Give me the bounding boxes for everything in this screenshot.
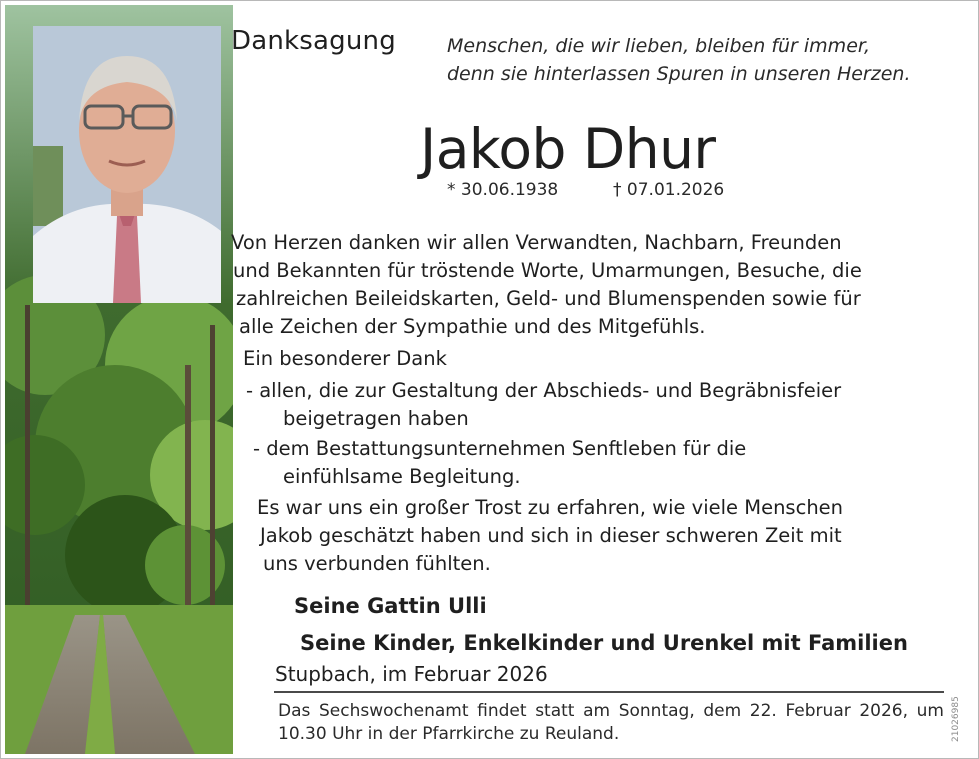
motto-line: Menschen, die wir lieben, bleiben für immer, (447, 35, 870, 57)
place-date: Stupbach, im Februar 2026 (275, 662, 548, 686)
mass-notice: Das Sechswochenamt findet statt am Sonntag, dem 22. Februar 2026, um 10.30 Uhr in der Pfarrkirche zu Reuland. (278, 701, 944, 744)
body-line: und Bekannten für tröstende Worte, Umarmungen, Besuche, die (233, 259, 862, 282)
body-line: - dem Bestattungsunternehmen Senftleben für die (253, 437, 747, 460)
portrait-photo (33, 26, 221, 303)
death-date: † 07.01.2026 (613, 180, 725, 200)
body-line: - allen, die zur Gestaltung der Abschieds- und Begräbnisfeier (246, 379, 842, 402)
body-line: Ein besonderer Dank (243, 347, 447, 370)
body-line: beigetragen haben (283, 407, 469, 430)
body-line: Von Herzen danken wir allen Verwandten, Nachbarn, Freunden (231, 231, 842, 254)
heading-danksagung: Danksagung (231, 26, 396, 56)
deceased-name: Jakob Dhur (420, 117, 716, 181)
divider (274, 691, 944, 693)
motto (447, 32, 947, 88)
body-line: Jakob geschätzt haben und sich in dieser schweren Zeit mit (260, 524, 842, 547)
body-line: zahlreichen Beileidskarten, Geld- und Blumenspenden sowie für (236, 287, 861, 310)
body-line: alle Zeichen der Sympathie und des Mitgefühls. (239, 315, 706, 338)
body-line: einfühlsame Begleitung. (283, 465, 521, 488)
signature-family: Seine Kinder, Enkelkinder und Urenkel mit Familien (300, 631, 908, 655)
ad-code: 21026985 (951, 696, 961, 742)
birth-date: * 30.06.1938 (447, 180, 559, 200)
motto-line: denn sie hinterlassen Spuren in unseren Herzen. (447, 63, 911, 85)
body-line: uns verbunden fühlten. (263, 552, 491, 575)
body-line: Es war uns ein großer Trost zu erfahren, wie viele Menschen (257, 496, 844, 519)
signature-spouse: Seine Gattin Ulli (294, 594, 487, 618)
